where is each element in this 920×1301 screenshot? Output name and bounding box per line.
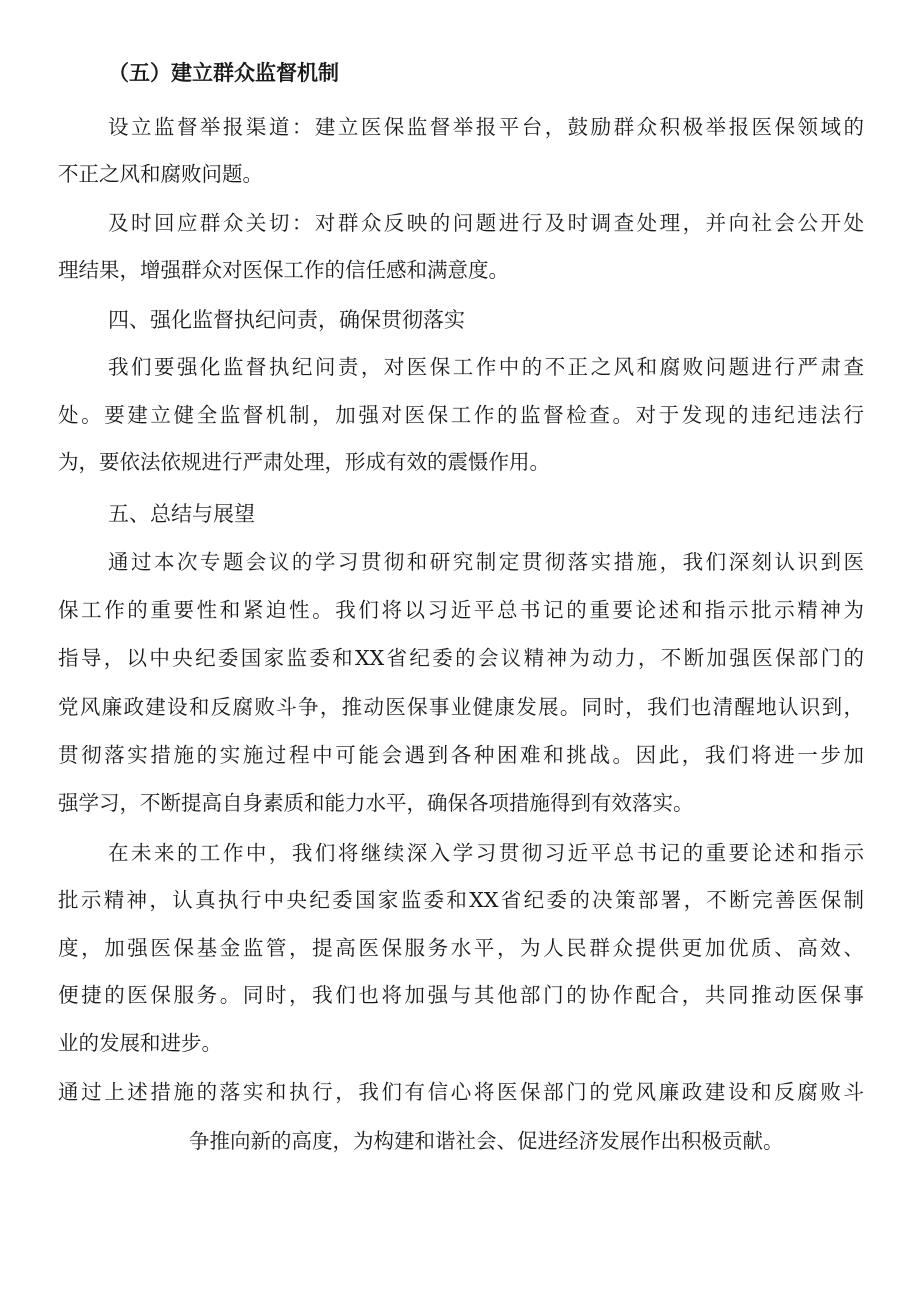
paragraph-line: 争推向新的高度，为构建和谐社会、促进经济发展作出积极贡献。 (189, 1129, 784, 1153)
paragraph-line: 为，要依法依规进行严肃处理，形成有效的震慑作用。 (58, 450, 550, 474)
paragraph-line: 度，加强医保基金监管，提高医保服务水平，为人民群众提供更加优质、高效、 (58, 936, 864, 960)
section-heading-five: 五、总结与展望 (108, 502, 255, 526)
paragraph-line: 我们要强化监督执纪问责，对医保工作中的不正之风和腐败问题进行严肃查 (108, 355, 864, 379)
paragraph-line: 通过上述措施的落实和执行，我们有信心将医保部门的党风廉政建设和反腐败斗 (58, 1080, 864, 1104)
paragraph-line: 理结果，增强群众对医保工作的信任感和满意度。 (58, 258, 509, 282)
section-heading-5: （五）建立群众监督机制 (108, 61, 339, 85)
paragraph-line: 贯彻落实措施的实施过程中可能会遇到各种困难和挑战。因此，我们将进一步加 (58, 743, 864, 767)
paragraph-line: 强学习，不断提高自身素质和能力水平，确保各项措施得到有效落实。 (58, 791, 694, 815)
paragraph-line: 处。要建立健全监督机制，加强对医保工作的监督检查。对于发现的违纪违法行 (58, 403, 864, 427)
section-heading-four: 四、强化监督执纪问责，确保贯彻落实 (108, 308, 465, 332)
paragraph-line: 批示精神，认真执行中央纪委国家监委和XX省纪委的决策部署，不断完善医保制 (58, 888, 864, 912)
paragraph-line: 保工作的重要性和紧迫性。我们将以习近平总书记的重要论述和指示批示精神为 (58, 598, 864, 622)
paragraph-line: 在未来的工作中，我们将继续深入学习贯彻习近平总书记的重要论述和指示 (108, 841, 864, 865)
paragraph-line: 指导，以中央纪委国家监委和XX省纪委的会议精神为动力，不断加强医保部门的 (58, 646, 864, 670)
paragraph-line: 党风廉政建设和反腐败斗争，推动医保事业健康发展。同时，我们也清醒地认识到， (58, 695, 864, 719)
paragraph-line: 设立监督举报渠道：建立医保监督举报平台，鼓励群众积极举报医保领域的 (108, 115, 864, 139)
paragraph-line: 便捷的医保服务。同时，我们也将加强与其他部门的协作配合，共同推动医保事 (58, 983, 864, 1007)
paragraph-line: 通过本次专题会议的学习贯彻和研究制定贯彻落实措施，我们深刻认识到医 (108, 550, 864, 574)
paragraph-line: 不正之风和腐败问题。 (58, 162, 263, 186)
paragraph-line: 业的发展和进步。 (58, 1031, 222, 1055)
paragraph-line: 及时回应群众关切：对群众反映的问题进行及时调查处理，并向社会公开处 (108, 211, 864, 235)
